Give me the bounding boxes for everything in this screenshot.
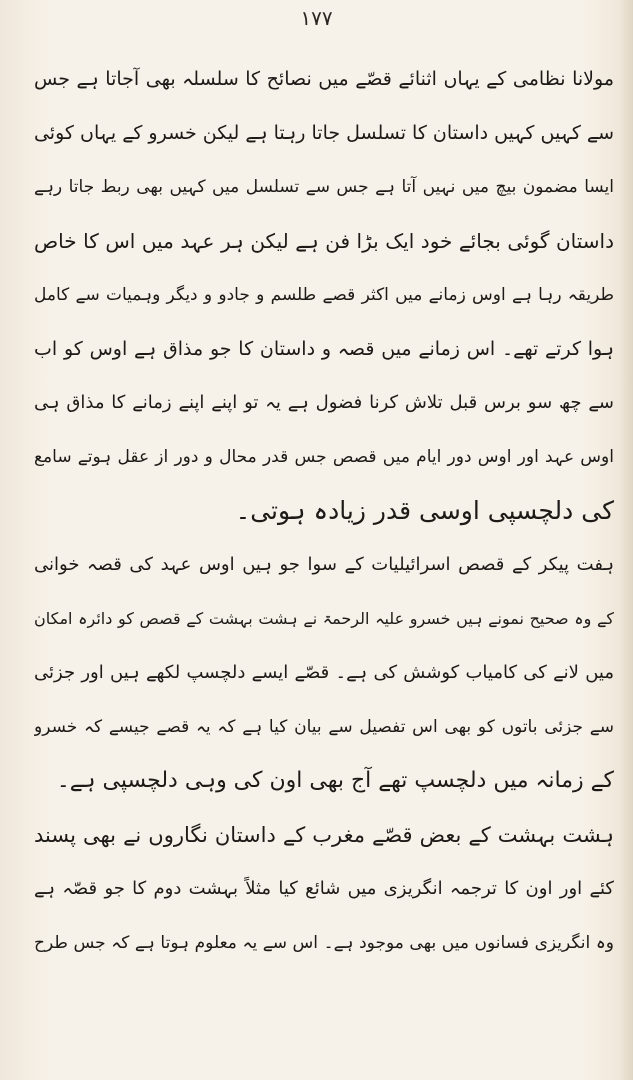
text-line: ہشت بہشت کے بعض قصّے مغرب کے داستان نگاروں نے بھی پسند (34, 823, 614, 847)
page-edge-shadow (619, 0, 633, 1080)
text-line: وہ انگریزی فسانوں میں بھی موجود ہے۔ اس سے یہ معلوم ہوتا ہے کہ جس طرح (34, 933, 614, 953)
text-line: سے چھ سو برس قبل تلاش کرنا فضول ہے یہ تو اپنے اپنے زمانے کا مذاق ہی (34, 392, 614, 413)
text-line: داستان گوئی بجائے خود ایک بڑا فن ہے لیکن ہر عہد میں اس کا خاص (34, 229, 614, 253)
text-line: ایسا مضمون بیچ میں نہیں آتا ہے جس سے تسلسل میں کہیں بھی ربط جاتا رہے (34, 177, 614, 197)
text-line: مولانا نظامی کے یہاں اثنائے قصّے میں نصائح کا سلسلہ بھی آجاتا ہے جس (34, 68, 614, 90)
text-line: کی دلچسپی اوسی قدر زیادہ ہوتی۔ (235, 496, 614, 525)
text-line: ہفت پیکر کے قصص اسرائیلیات کے سوا جو ہیں اوس عہد کی قصہ خوانی (34, 554, 614, 575)
text-line: سے جزئی باتوں کو بھی اس تفصیل سے بیان کیا ہے کہ یہ قصے جیسے کہ خسرو (34, 717, 614, 737)
body-text (34, 52, 614, 970)
text-line: ہوا کرتے تھے۔ اس زمانے میں قصہ و داستان کا جو مذاق ہے اوس کو اب (34, 338, 614, 360)
page-number: ۱۷۷ (300, 6, 333, 30)
text-line: کے وہ صحیح نمونے ہیں خسرو علیہ الرحمۃ نے ہشت بہشت کے قصص کو دائرہ امکان (34, 609, 614, 628)
text-line: میں لانے کی کامیاب کوشش کی ہے۔ قصّے ایسے دلچسپ لکھے ہیں اور جزئی (34, 662, 614, 683)
text-line: طریقہ رہا ہے اوس زمانے میں اکثر قصے طلسم و جادو و دیگر وہمیات سے کامل (34, 285, 614, 305)
text-line: کئے اور اون کا ترجمہ انگریزی میں شائع کیا مثلاً بہشت دوم کا جو قصّہ ہے (34, 878, 614, 899)
text-line: سے کہیں کہیں داستان کا تسلسل جاتا رہتا ہے لیکن خسرو کے یہاں کوئی (34, 122, 614, 144)
text-line: کے زمانہ میں دلچسپ تھے آج بھی اون کی وہی دلچسپی ہے۔ (56, 768, 614, 793)
text-line: اوس عہد اور اوس دور ایام میں قصص جس قدر محال و دور از عقل ہوتے سامع (34, 447, 614, 467)
